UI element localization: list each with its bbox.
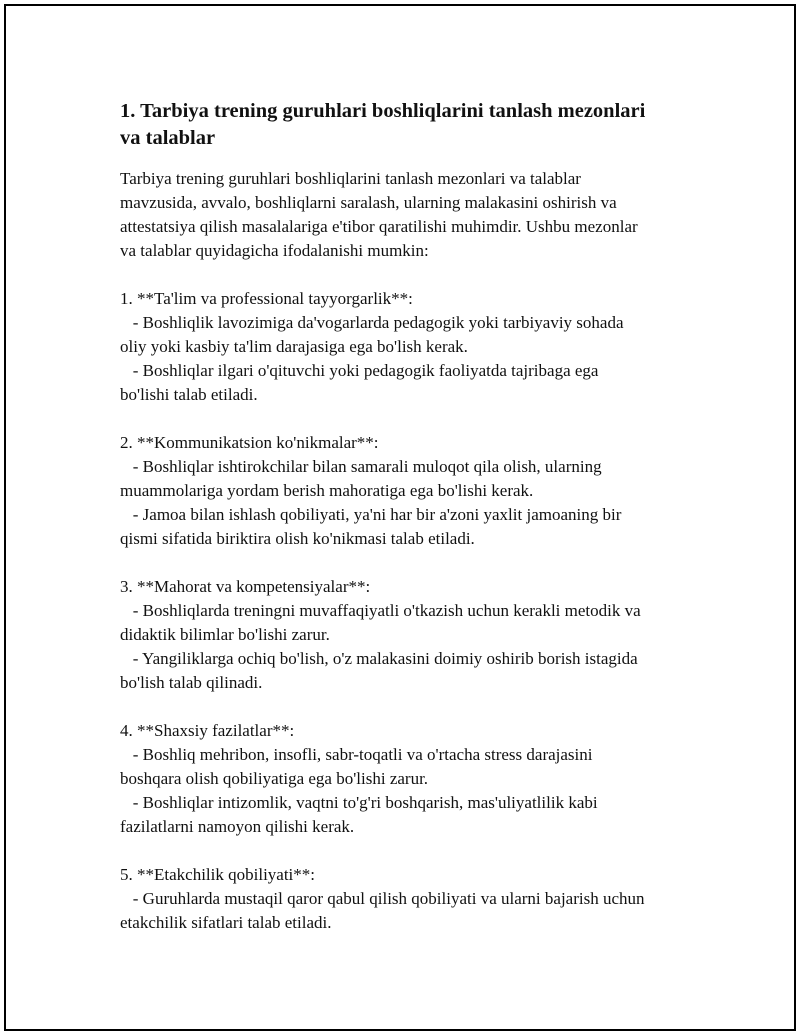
title-line: va talablar: [120, 127, 216, 149]
criteria-section-3: [120, 575, 700, 695]
text-line: - Boshliq mehribon, insofli, sabr-toqatli va o'rtacha stress darajasini: [120, 745, 593, 764]
section-heading: 5. **Etakchilik qobiliyati**:: [120, 865, 316, 884]
section-heading: 4. **Shaxsiy fazilatlar**:: [120, 721, 295, 740]
title-line: 1. Tarbiya trening guruhlari boshliqlarini tanlash mezonlari: [120, 100, 646, 122]
text-line: - Boshliqlarda treningni muvaffaqiyatli o'tkazish uchun kerakli metodik va: [120, 601, 641, 620]
criteria-section-5: [120, 863, 700, 935]
document-title: [120, 98, 700, 152]
text-line: etakchilik sifatlari talab etiladi.: [120, 913, 332, 932]
document-page: [4, 4, 796, 1031]
document-content: [120, 98, 700, 959]
text-line: boshqara olish qobiliyatiga ega bo'lishi zarur.: [120, 769, 429, 788]
text-line: mavzusida, avvalo, boshliqlarni saralash, ularning malakasini oshirish va: [120, 193, 617, 212]
criteria-section-1: [120, 287, 700, 407]
section-heading: 2. **Kommunikatsion ko'nikmalar**:: [120, 433, 379, 452]
text-line: bo'lishi talab etiladi.: [120, 385, 258, 404]
text-line: fazilatlarni namoyon qilishi kerak.: [120, 817, 355, 836]
text-line: oliy yoki kasbiy ta'lim darajasiga ega bo'lish kerak.: [120, 337, 468, 356]
text-line: Tarbiya trening guruhlari boshliqlarini tanlash mezonlari va talablar: [120, 169, 581, 188]
text-line: - Boshliqlar ishtirokchilar bilan samarali muloqot qila olish, ularning: [120, 457, 602, 476]
text-line: attestatsiya qilish masalalariga e'tibor qaratilishi muhimdir. Ushbu mezonlar: [120, 217, 638, 236]
text-line: - Guruhlarda mustaqil qaror qabul qilish qobiliyati va ularni bajarish uchun: [120, 889, 645, 908]
text-line: va talablar quyidagicha ifodalanishi mumkin:: [120, 241, 429, 260]
text-line: - Boshliqlar ilgari o'qituvchi yoki pedagogik faoliyatda tajribaga ega: [120, 361, 599, 380]
text-line: qismi sifatida biriktira olish ko'nikmasi talab etiladi.: [120, 529, 475, 548]
section-heading: 3. **Mahorat va kompetensiyalar**:: [120, 577, 371, 596]
text-line: muammolariga yordam berish mahoratiga ega bo'lishi kerak.: [120, 481, 534, 500]
criteria-section-4: [120, 719, 700, 839]
intro-paragraph: [120, 167, 700, 263]
text-line: didaktik bilimlar bo'lishi zarur.: [120, 625, 330, 644]
text-line: - Boshliqlar intizomlik, vaqtni to'g'ri boshqarish, mas'uliyatlilik kabi: [120, 793, 598, 812]
text-line: - Boshliqlik lavozimiga da'vogarlarda pedagogik yoki tarbiyaviy sohada: [120, 313, 624, 332]
text-line: - Yangiliklarga ochiq bo'lish, o'z malakasini doimiy oshirib borish istagida: [120, 649, 638, 668]
text-line: - Jamoa bilan ishlash qobiliyati, ya'ni har bir a'zoni yaxlit jamoaning bir: [120, 505, 622, 524]
section-heading: 1. **Ta'lim va professional tayyorgarlik**:: [120, 289, 413, 308]
criteria-section-2: [120, 431, 700, 551]
text-line: bo'lish talab qilinadi.: [120, 673, 263, 692]
